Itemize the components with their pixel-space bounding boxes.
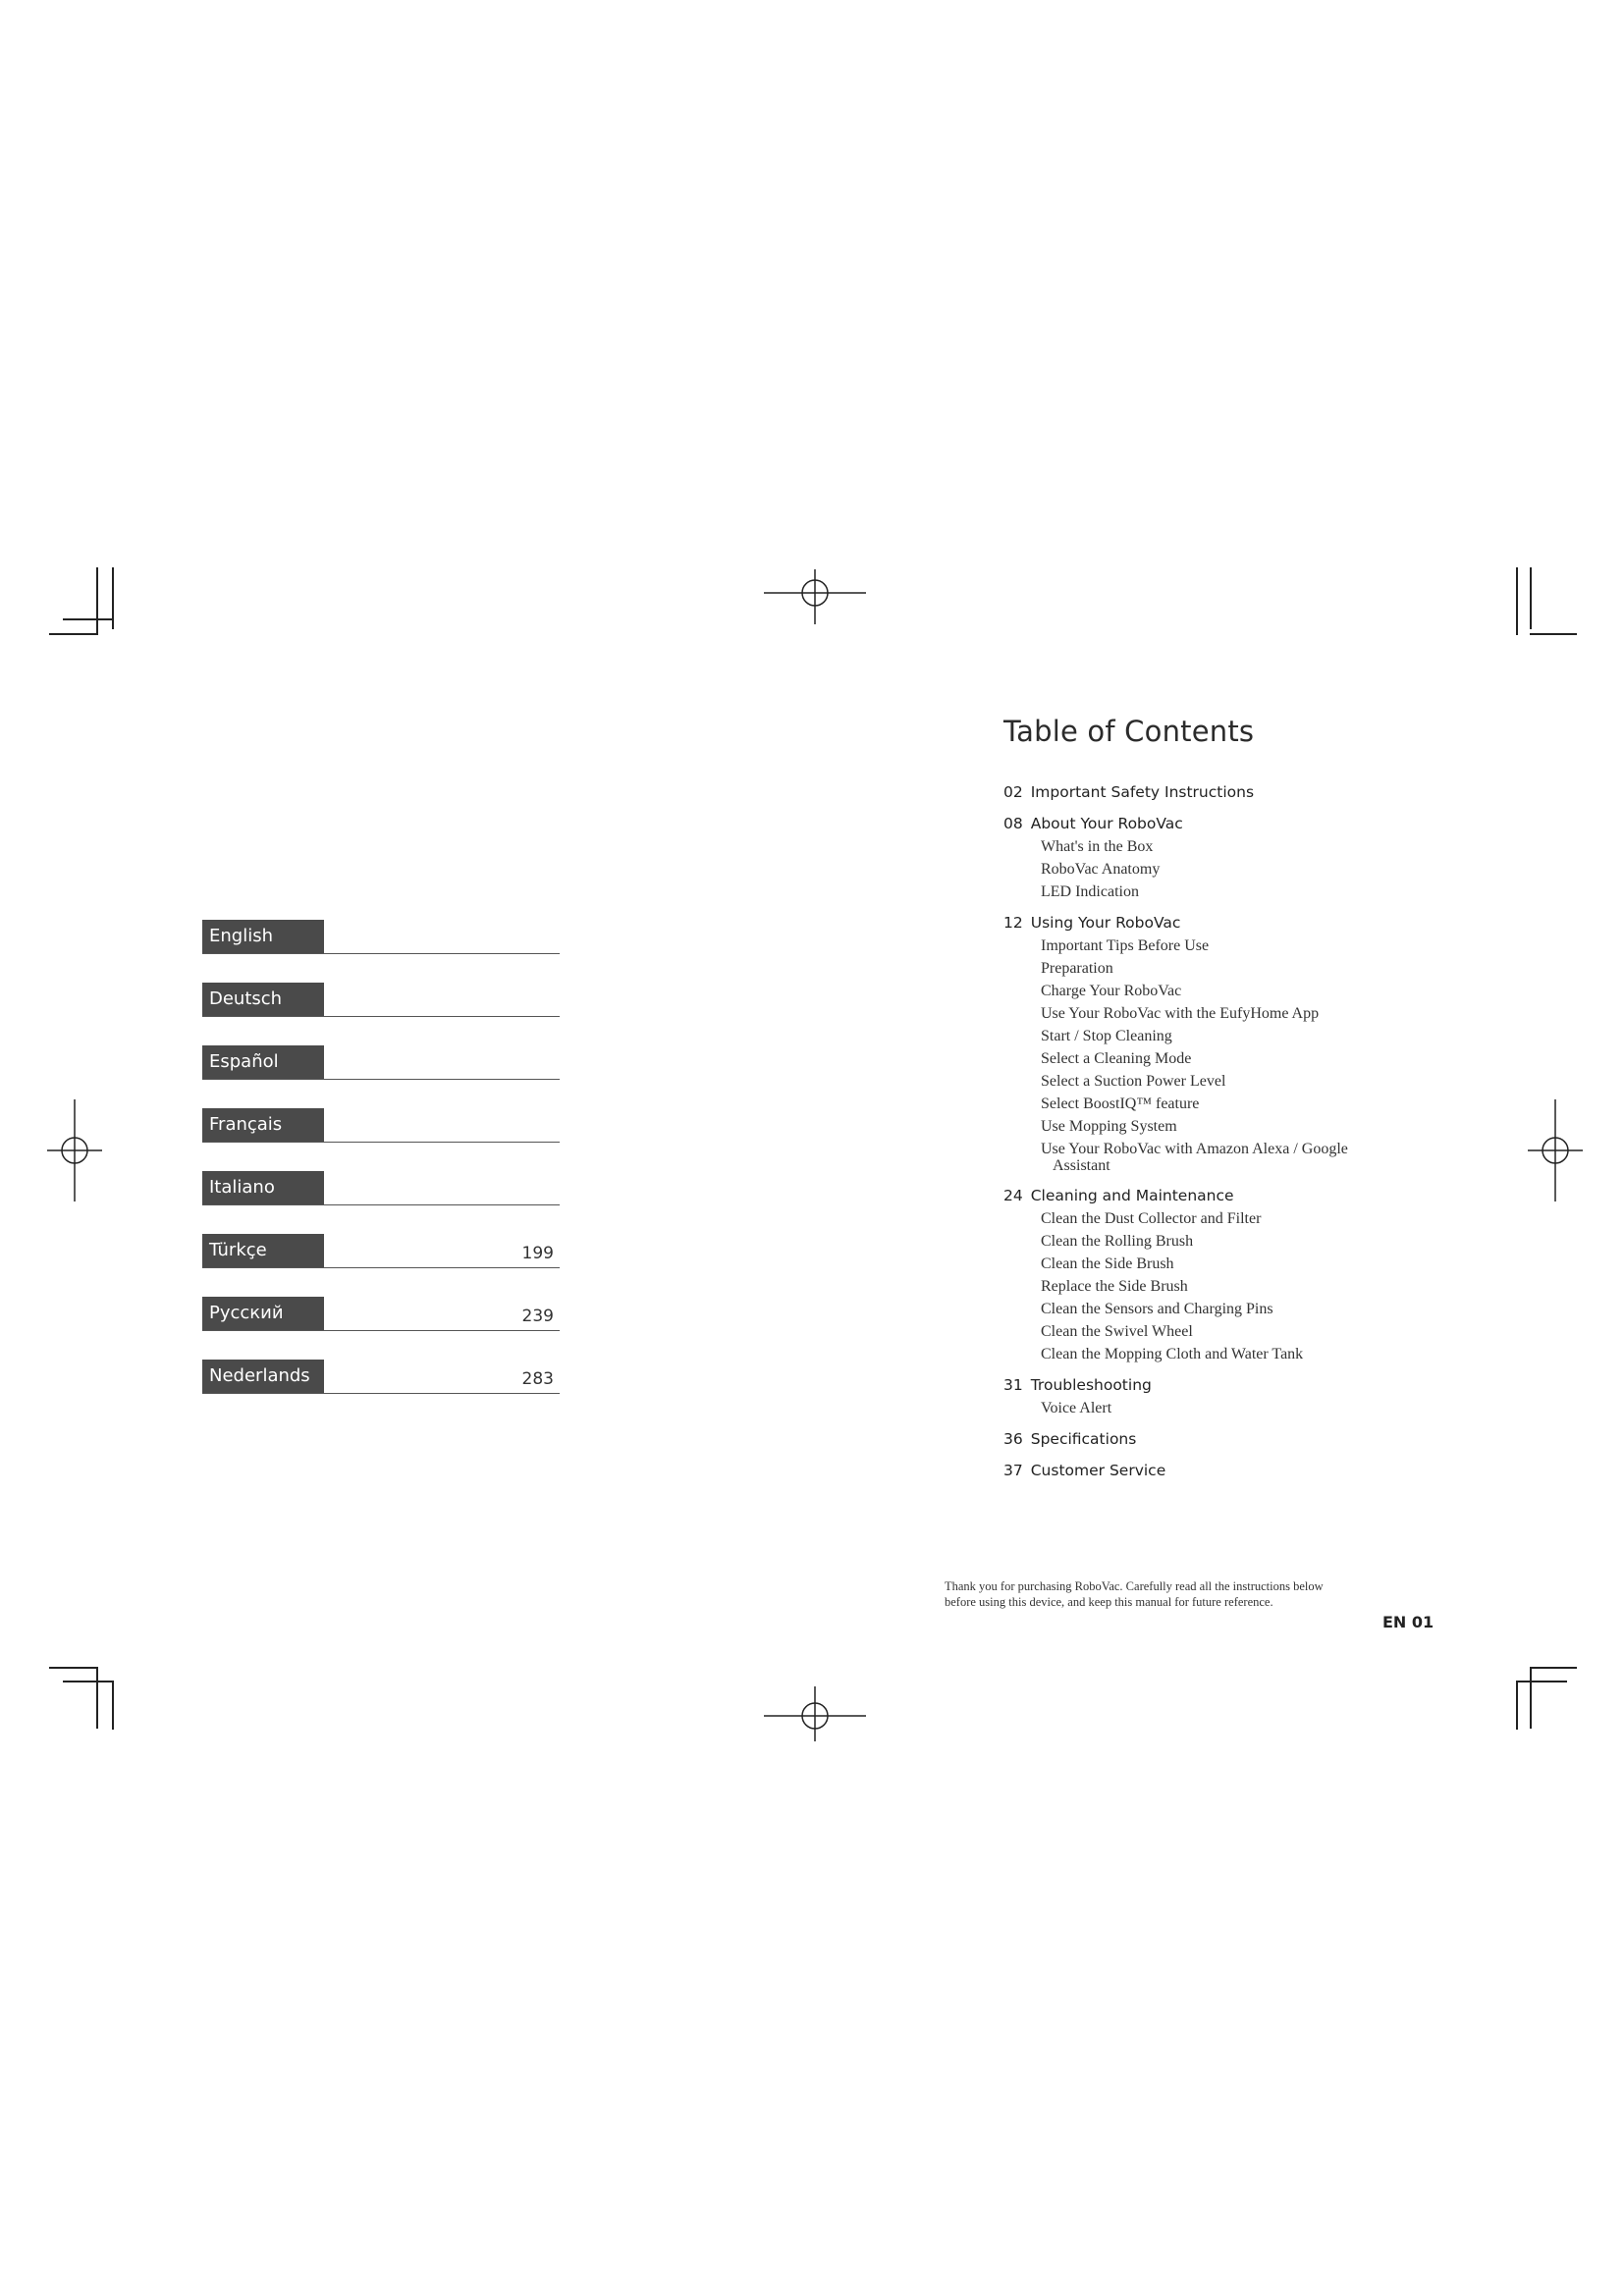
- crop-mark-line: [1530, 633, 1577, 635]
- page-number: EN 01: [1382, 1613, 1435, 1631]
- crop-mark-line: [1516, 1681, 1518, 1730]
- language-label: Deutsch: [202, 983, 324, 1016]
- toc-section-heading[interactable]: [1003, 1373, 1416, 1397]
- crop-mark-line: [63, 1681, 114, 1682]
- language-label: Español: [202, 1045, 324, 1079]
- toc-section-number: 02: [1003, 783, 1023, 801]
- language-page-number: 283: [521, 1369, 554, 1389]
- registration-mark-top: [764, 569, 866, 624]
- toc-section-title: Troubleshooting: [1030, 1376, 1152, 1394]
- language-label: English: [202, 920, 324, 953]
- toc-item[interactable]: Clean the Mopping Cloth and Water Tank: [1041, 1345, 1304, 1362]
- toc-item[interactable]: Clean the Swivel Wheel: [1041, 1322, 1193, 1340]
- toc-item[interactable]: [1003, 1138, 1416, 1176]
- toc-item[interactable]: Use Your RoboVac with the EufyHome App: [1041, 1004, 1320, 1022]
- toc-section-number: 31: [1003, 1376, 1023, 1394]
- crop-mark-line: [96, 1667, 98, 1729]
- toc-section: [1003, 1459, 1416, 1482]
- table-of-contents: [1003, 780, 1416, 1490]
- crop-mark-line: [112, 1681, 114, 1730]
- toc-item[interactable]: Clean the Sensors and Charging Pins: [1041, 1300, 1273, 1317]
- crop-mark-line: [1530, 1667, 1577, 1669]
- toc-section: [1003, 1373, 1416, 1419]
- toc-section: [1003, 1184, 1416, 1365]
- language-page-number: 199: [521, 1244, 554, 1263]
- crop-mark-line: [49, 1667, 98, 1669]
- registration-mark-left: [47, 1099, 102, 1201]
- language-row[interactable]: [202, 1234, 560, 1268]
- toc-item[interactable]: RoboVac Anatomy: [1041, 860, 1161, 878]
- crop-mark-line: [49, 633, 98, 635]
- toc-item[interactable]: Start / Stop Cleaning: [1041, 1027, 1172, 1044]
- toc-section-heading[interactable]: [1003, 1184, 1416, 1207]
- toc-section-heading[interactable]: [1003, 1427, 1416, 1451]
- language-row[interactable]: [202, 1297, 560, 1331]
- crop-mark-line: [63, 618, 114, 620]
- language-label: Nederlands: [202, 1360, 324, 1393]
- registration-mark-right: [1528, 1099, 1583, 1201]
- language-label: Türkçe: [202, 1234, 324, 1267]
- toc-item[interactable]: Select a Cleaning Mode: [1041, 1049, 1192, 1067]
- thank-you-note: [945, 1578, 1416, 1610]
- toc-item[interactable]: Select a Suction Power Level: [1041, 1072, 1226, 1090]
- toc-section-number: 24: [1003, 1187, 1023, 1204]
- thank-you-line: Thank you for purchasing RoboVac. Carefully read all the instructions below: [945, 1579, 1324, 1593]
- language-row[interactable]: [202, 1108, 560, 1143]
- language-row[interactable]: [202, 1360, 560, 1394]
- toc-section: [1003, 911, 1416, 1176]
- toc-section-title: Customer Service: [1030, 1462, 1166, 1479]
- toc-item[interactable]: Important Tips Before Use: [1041, 936, 1210, 954]
- toc-item[interactable]: Voice Alert: [1041, 1399, 1112, 1416]
- language-row[interactable]: [202, 1171, 560, 1205]
- registration-mark-bottom: [764, 1686, 866, 1741]
- toc-item[interactable]: Select BoostIQ™ feature: [1041, 1095, 1200, 1112]
- language-row[interactable]: [202, 983, 560, 1017]
- toc-item[interactable]: Clean the Rolling Brush: [1041, 1232, 1194, 1250]
- toc-section-number: 12: [1003, 914, 1023, 932]
- toc-section-number: 36: [1003, 1430, 1023, 1448]
- language-label: Русский: [202, 1297, 324, 1330]
- toc-section-heading[interactable]: [1003, 780, 1416, 804]
- toc-section-heading[interactable]: [1003, 812, 1416, 835]
- toc-item[interactable]: LED Indication: [1041, 882, 1139, 900]
- toc-section-number: 08: [1003, 815, 1023, 832]
- toc-item-line: Use Your RoboVac with Amazon Alexa / Google: [1041, 1140, 1348, 1157]
- language-page-number: 239: [521, 1307, 554, 1326]
- toc-section: [1003, 780, 1416, 804]
- thank-you-line: before using this device, and keep this manual for future reference.: [945, 1595, 1273, 1609]
- crop-mark-line: [1516, 567, 1518, 635]
- toc-item[interactable]: Replace the Side Brush: [1041, 1277, 1188, 1295]
- toc-item[interactable]: Clean the Dust Collector and Filter: [1041, 1209, 1262, 1227]
- toc-item[interactable]: Charge Your RoboVac: [1041, 982, 1182, 999]
- toc-item[interactable]: Preparation: [1041, 959, 1113, 977]
- language-index: [202, 920, 560, 1422]
- toc-section-heading[interactable]: [1003, 1459, 1416, 1482]
- crop-mark-line: [1516, 1681, 1567, 1682]
- toc-section-number: 37: [1003, 1462, 1023, 1479]
- language-label: Français: [202, 1108, 324, 1142]
- toc-title: Table of Contents: [1003, 715, 1255, 748]
- language-row[interactable]: [202, 1045, 560, 1080]
- language-row[interactable]: [202, 920, 560, 954]
- toc-section-title: Specifications: [1030, 1430, 1137, 1448]
- toc-item[interactable]: Clean the Side Brush: [1041, 1255, 1174, 1272]
- toc-item-line: Assistant: [1053, 1156, 1110, 1174]
- toc-section-title: Cleaning and Maintenance: [1030, 1187, 1234, 1204]
- crop-mark-line: [96, 567, 98, 635]
- crop-mark-line: [1530, 1667, 1532, 1729]
- crop-mark-line: [1530, 567, 1532, 629]
- toc-section-title: Important Safety Instructions: [1030, 783, 1255, 801]
- toc-section: [1003, 1427, 1416, 1451]
- toc-section: [1003, 812, 1416, 903]
- toc-section-title: About Your RoboVac: [1030, 815, 1183, 832]
- toc-section-title: Using Your RoboVac: [1030, 914, 1181, 932]
- language-label: Italiano: [202, 1171, 324, 1204]
- toc-item[interactable]: Use Mopping System: [1041, 1117, 1177, 1135]
- toc-item[interactable]: What's in the Box: [1041, 837, 1154, 855]
- toc-section-heading[interactable]: [1003, 911, 1416, 934]
